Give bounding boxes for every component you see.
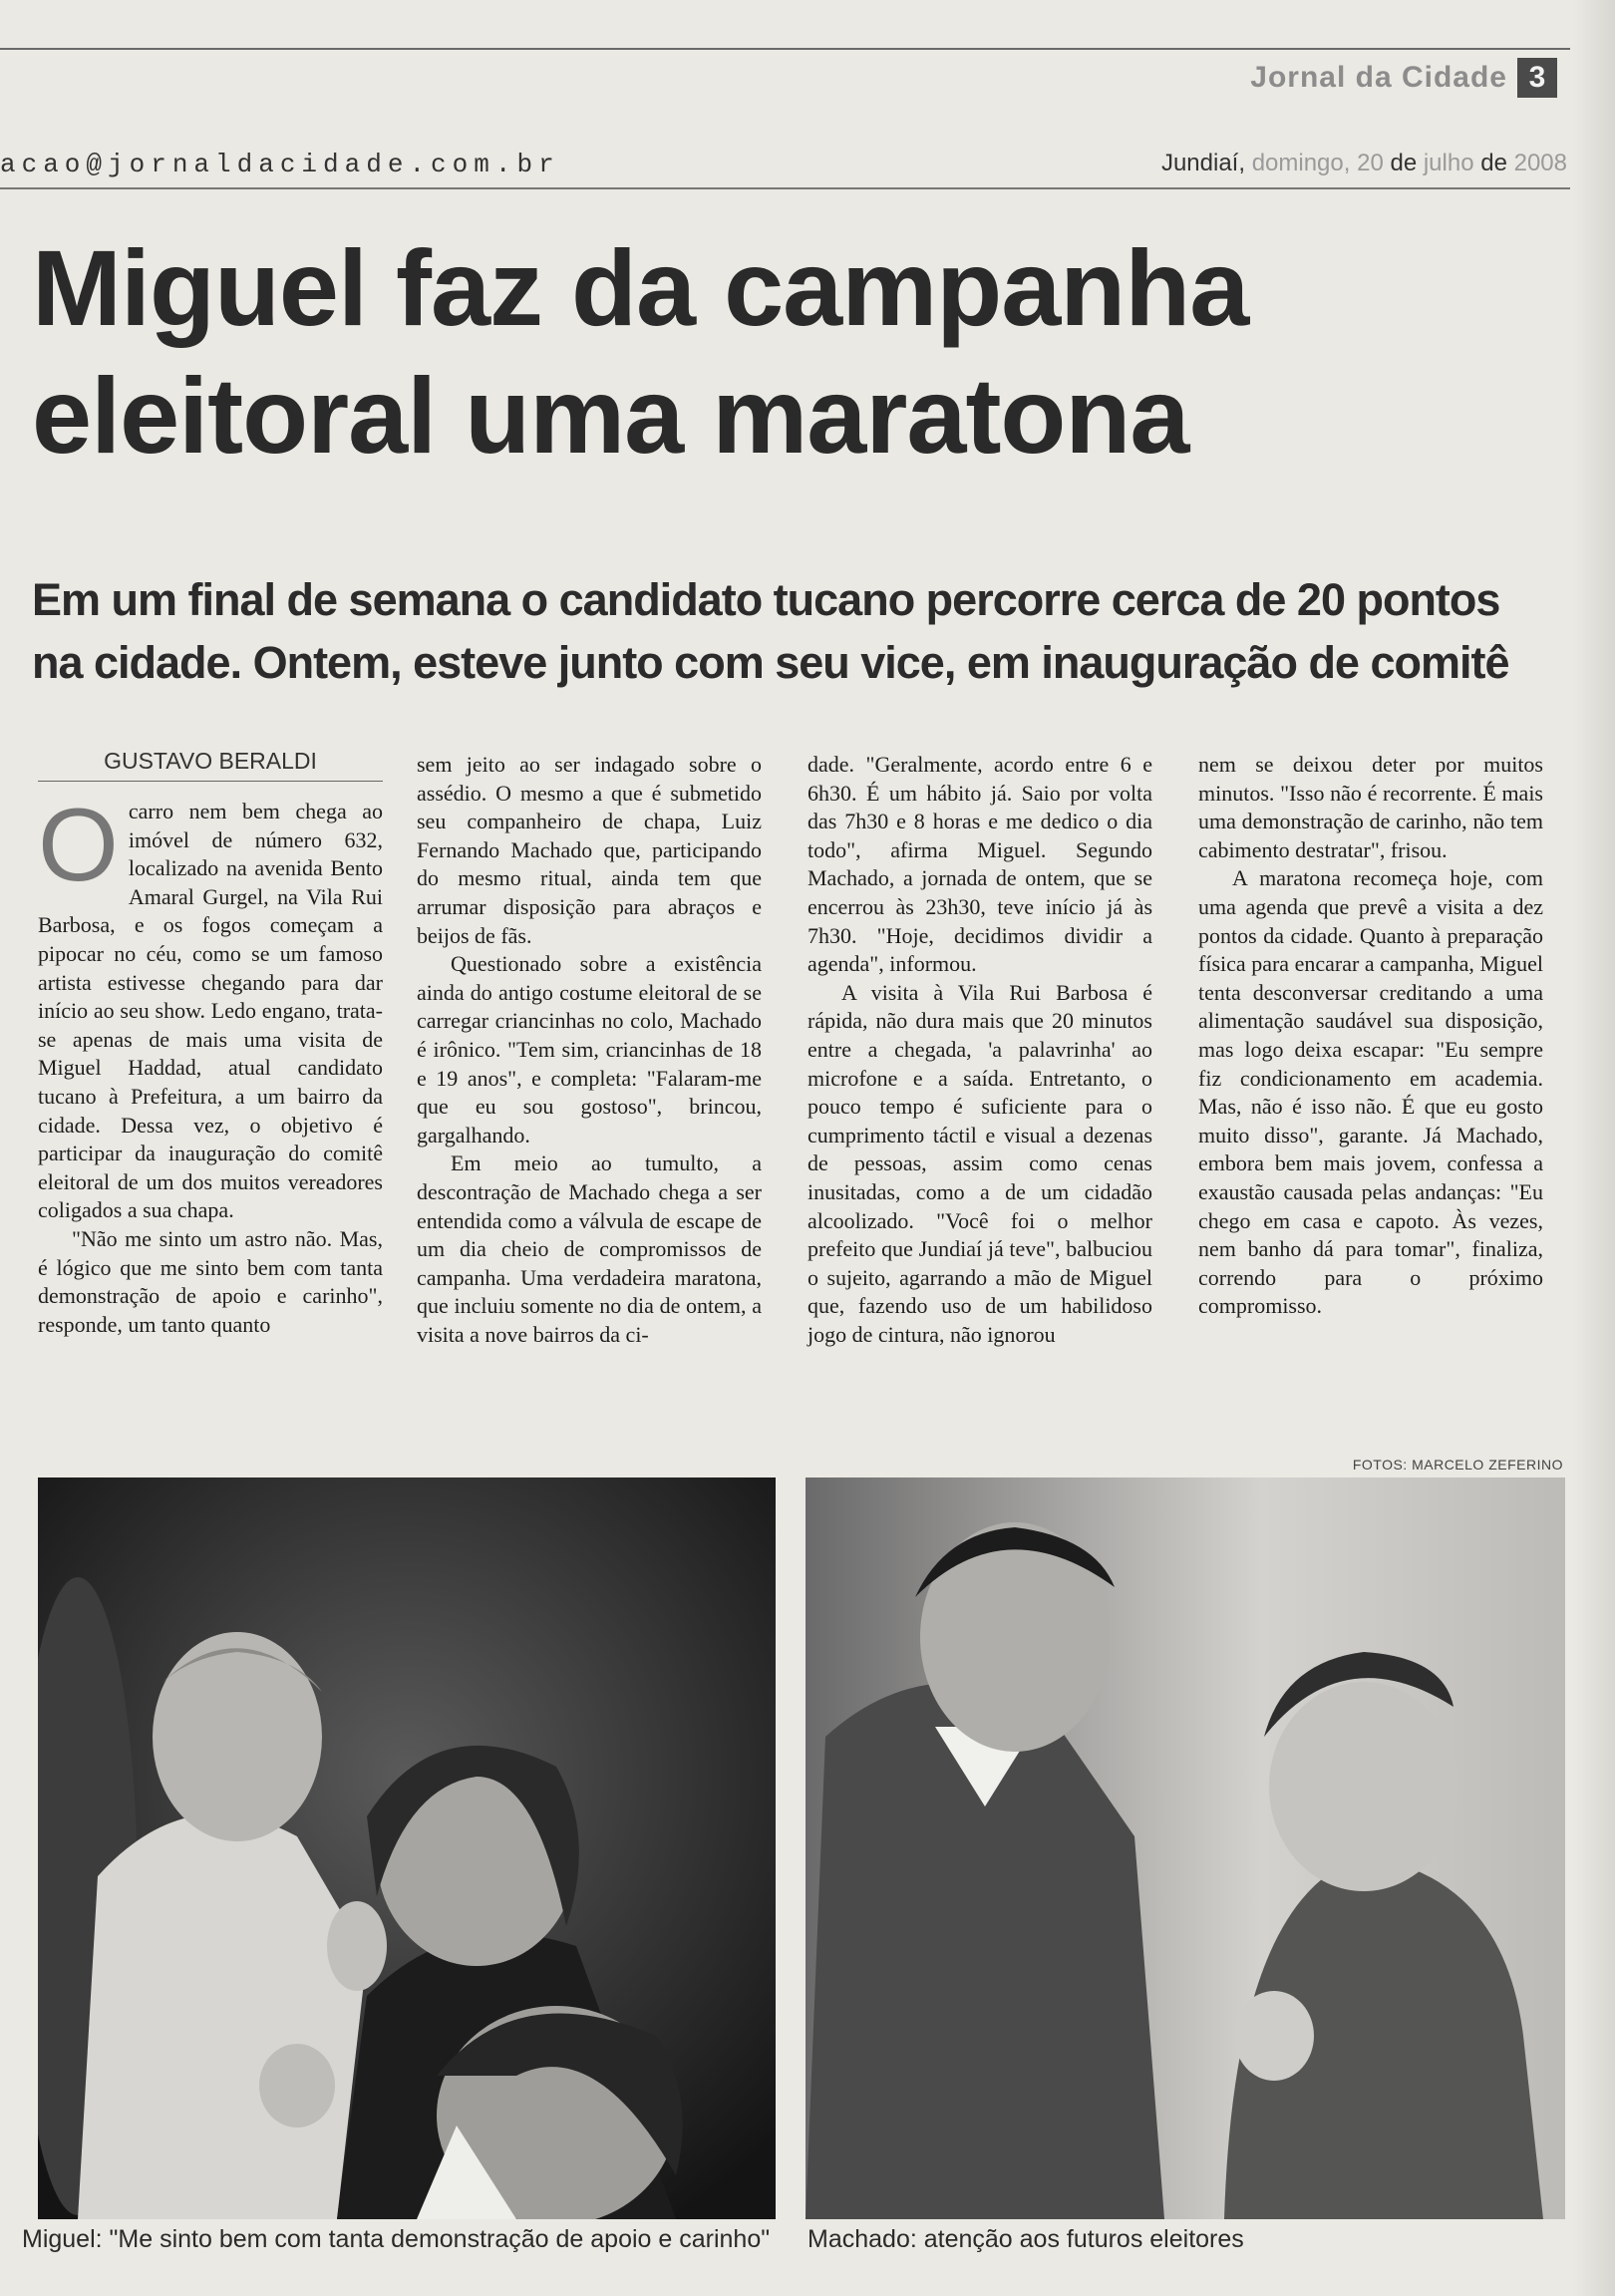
paragraph: Em meio ao tumulto, a descontração de Machado chega a ser entendida como a válvula de escape de um dia cheio de compromissos de campanha. Uma verdadeira maratona, que incluiu somente no dia de ontem, a visita a nove bairros da ci- xyxy=(417,1150,762,1347)
photo-miguel-crowd xyxy=(38,1477,776,2219)
paragraph: nem se deixou deter por muitos minutos. "Isso não é recorrente. É mais uma demonstração de carinho, não tem cabimento destratar", frisou. xyxy=(1198,752,1543,862)
photo-caption-left: Miguel: "Me sinto bem com tanta demonstração de apoio e carinho" xyxy=(22,2225,771,2253)
paragraph: Questionado sobre a existência ainda do antigo costume eleitoral de se carregar criancinhas no colo, Machado é irônico. "Tem sim, criancinhas de 18 e 19 anos", e completa: "Falaram-me que eu sou gostoso", brincou, gargalhando. xyxy=(417,951,762,1148)
photo-credit: FOTOS: MARCELO ZEFERINO xyxy=(1352,1457,1563,1473)
subhead-line-2: na cidade. Ontem, esteve junto com seu vice, em inauguração de comitê xyxy=(32,637,1509,688)
header-rule xyxy=(0,187,1570,189)
paragraph: A maratona recomeça hoje, com uma agenda que prevê a visita a dez pontos da cidade. Quanto à preparação física para encarar a campanha, Miguel tenta desconversar creditando a uma alimentação saudável sua disposição, mas logo deixa escapar: "Eu sempre fiz condicionamento em academia. Mas, não é isso não. É que eu gosto muito disso", garante. Já Machado, embora bem mais jovem, confessa a exaustão causada pelas andanças: "Eu chego em casa e capoto. Às vezes, nem banho dá para tomar", finaliza, correndo para o próximo compromisso. xyxy=(1198,865,1543,1319)
date-de-1: de xyxy=(1390,150,1418,176)
article-column-3 xyxy=(808,751,1152,1349)
subhead-line-1: Em um final de semana o candidato tucano percorre cerca de 20 pontos xyxy=(32,574,1500,625)
dropcap: O xyxy=(38,788,119,903)
photo-machado-child-image xyxy=(806,1477,1565,2219)
paragraph: A visita à Vila Rui Barbosa é rápida, não dura mais que 20 minutos entre a chegada, 'a palavrinha' ao microfone e a saída. Entretanto, o pouco tempo é suficiente para o cumprimento táctil e visual a dezenas de pessoas, assim como cenas inusitadas, como a de um cidadão alcoolizado. "Você foi o melhor prefeito que Jundiaí já teve", balbuciou o sujeito, agarrando a mão de Miguel que, fazendo uso de um habilidoso jogo de cintura, não ignorou xyxy=(808,979,1152,1347)
paragraph: "Não me sinto um astro não. Mas, é lógico que me sinto bem com tanta demonstração de apoio e carinho", responde, um tanto quanto xyxy=(38,1225,383,1337)
photo-machado-child xyxy=(806,1477,1565,2219)
subheadline xyxy=(32,568,1587,694)
paragraph: carro nem bem chega ao imóvel de número 632, localizado na avenida Bento Amaral Gurgel, na Vila Rui Barbosa, e os fogos começam a pipocar no céu, como se um famoso artista estivesse chegando para dar início ao seu show. Ledo engano, trata-se apenas de mais uma visita de Miguel Haddad, atual candidato tucano à Prefeitura, a um bairro da cidade. Dessa vez, o objetivo é participar da inauguração do comitê eleitoral de um dos muitos vereadores coligados a sua chapa. xyxy=(38,799,383,1223)
section-email: acao@jornaldacidade.com.br xyxy=(0,150,560,179)
article-column-1 xyxy=(38,788,383,1339)
headline-line-2: eleitoral uma maratona xyxy=(32,355,1189,476)
date-year: 2008 xyxy=(1513,150,1567,176)
date-de-2: de xyxy=(1480,150,1507,176)
paragraph: dade. "Geralmente, acordo entre 6 e 6h30. É um hábito já. Saio por volta das 7h30 e 8 horas e me dedico o dia todo", afirma Miguel. Segundo Machado, a jornada de ontem, que se encerrou às 23h30, teve início já às 7h30. "Hoje, decidimos dividir a agenda", informou. xyxy=(808,752,1152,977)
date-month: julho xyxy=(1423,150,1474,176)
paragraph: sem jeito ao ser indagado sobre o assédio. O mesmo a que é submetido seu companheiro de chapa, Luiz Fernando Machado que, participando do mesmo ritual, ainda tem que arrumar disposição para abraços e beijos de fãs. xyxy=(417,752,762,948)
headline-line-1: Miguel faz da campanha xyxy=(32,227,1249,348)
top-rule xyxy=(0,48,1570,50)
article-column-2 xyxy=(417,751,762,1349)
page-edge-shadow xyxy=(1573,0,1615,2296)
article-column-4 xyxy=(1198,751,1543,1321)
masthead xyxy=(1250,58,1557,98)
photo-miguel-crowd-image xyxy=(38,1477,776,2219)
byline: GUSTAVO BERALDI xyxy=(38,748,383,782)
headline xyxy=(32,224,1587,480)
date-city: Jundiaí, xyxy=(1160,150,1246,176)
page-number: 3 xyxy=(1517,58,1557,98)
date-day: 20 xyxy=(1357,150,1384,176)
date-weekday: domingo, xyxy=(1251,150,1351,176)
dateline xyxy=(1161,150,1567,177)
masthead-name: Jornal da Cidade xyxy=(1250,61,1507,94)
photo-caption-right: Machado: atenção aos futuros eleitores xyxy=(808,2225,1244,2253)
